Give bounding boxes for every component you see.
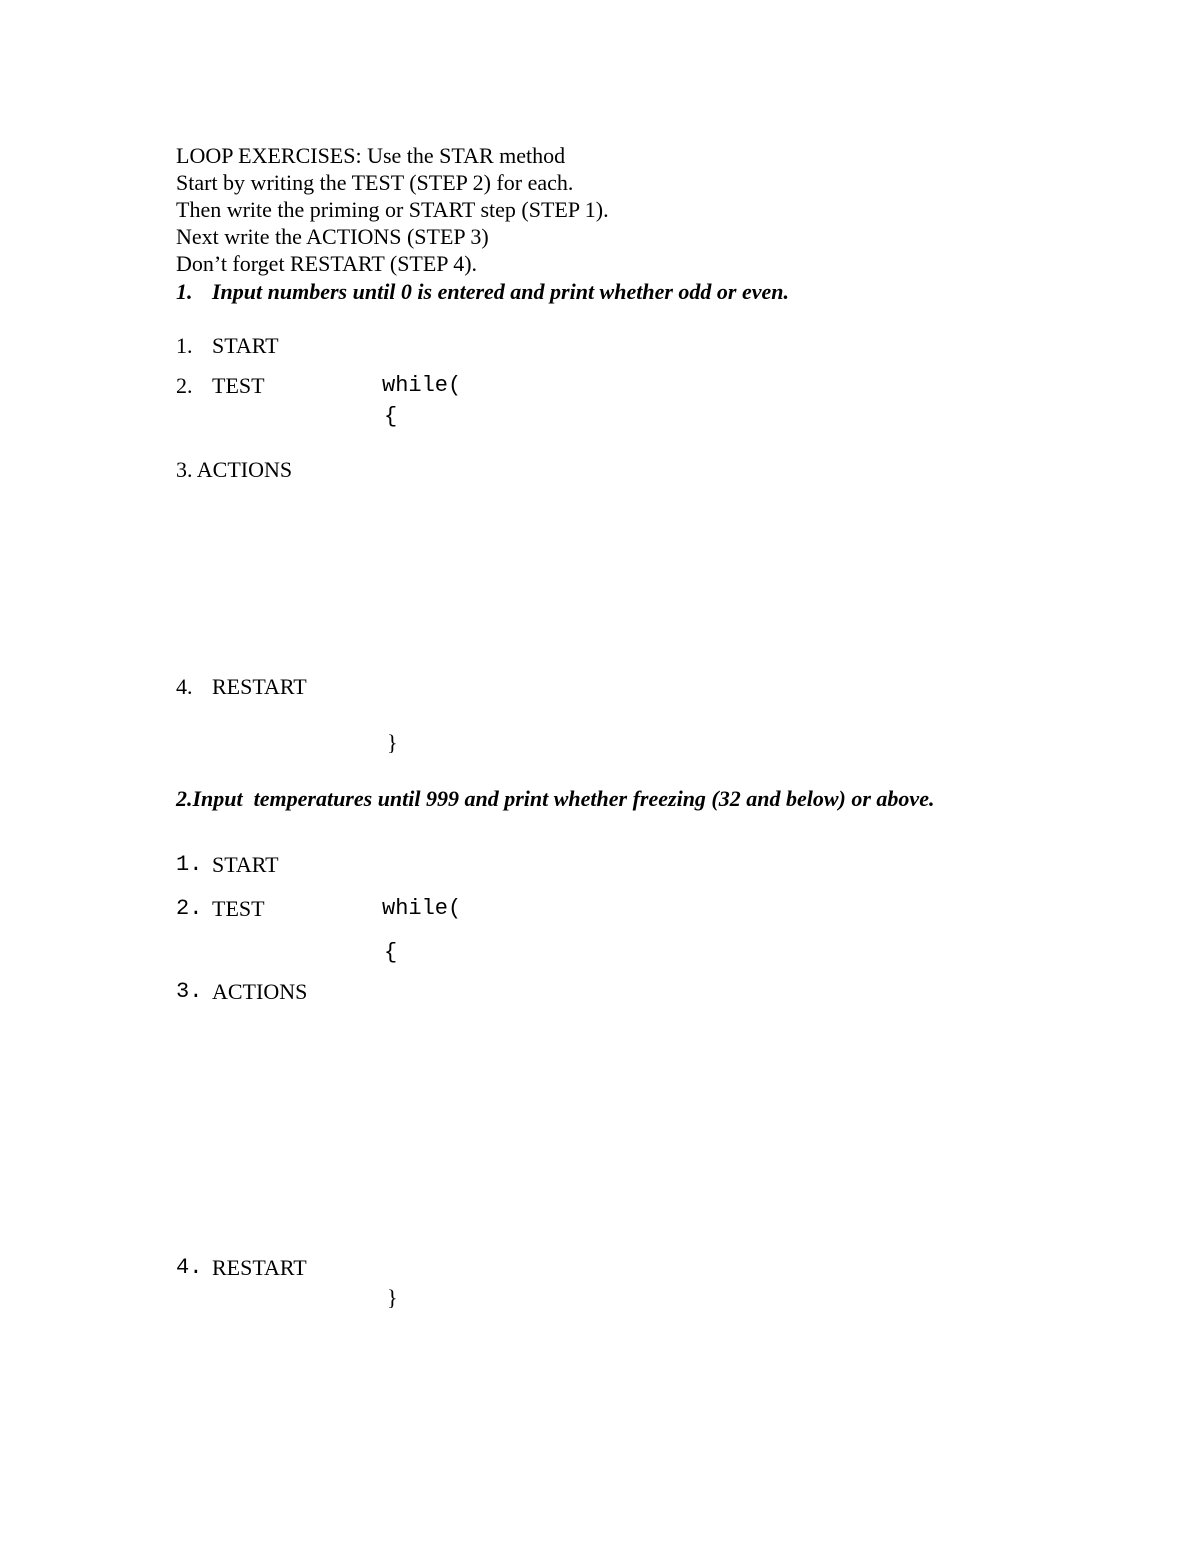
ex2-step1-label: START [212,852,279,877]
ex1-step2-label: TEST [212,373,265,398]
ex2-step2-number: 2. [176,896,203,921]
exercise-1-prompt: Input numbers until 0 is entered and print whether odd or even. [212,279,789,304]
ex2-step3-label: ACTIONS [212,979,308,1004]
exercise-1-number: 1. [176,279,193,304]
ex1-step2-number: 2. [176,373,193,398]
ex2-close-brace: } [387,1285,398,1310]
ex1-step1-number: 1. [176,333,193,358]
instruction-line: Next write the ACTIONS (STEP 3) [176,224,489,249]
ex2-step2-label: TEST [212,896,265,921]
ex1-step3-label: 3. ACTIONS [176,457,293,482]
ex2-step4-number: 4. [176,1255,203,1280]
ex2-open-brace: { [384,940,398,965]
instruction-line: Don’t forget RESTART (STEP 4). [176,251,478,276]
instruction-line: Start by writing the TEST (STEP 2) for each. [176,170,574,195]
ex2-step1-number: 1. [176,852,203,877]
ex1-step1-label: START [212,333,279,358]
ex2-while-code: while( [382,896,462,921]
ex1-step4-label: RESTART [212,674,307,699]
ex1-close-brace: } [387,730,398,755]
ex1-while-code: while( [382,373,462,398]
ex2-step4-label: RESTART [212,1255,307,1280]
exercise-2-prompt: 2.Input temperatures until 999 and print whether freezing (32 and below) or above. [176,786,935,811]
title-line: LOOP EXERCISES: Use the STAR method [176,143,566,168]
ex1-open-brace: { [384,404,398,429]
instruction-line: Then write the priming or START step (STEP 1). [176,197,609,222]
ex1-step4-number: 4. [176,674,193,699]
ex2-step3-number: 3. [176,979,203,1004]
